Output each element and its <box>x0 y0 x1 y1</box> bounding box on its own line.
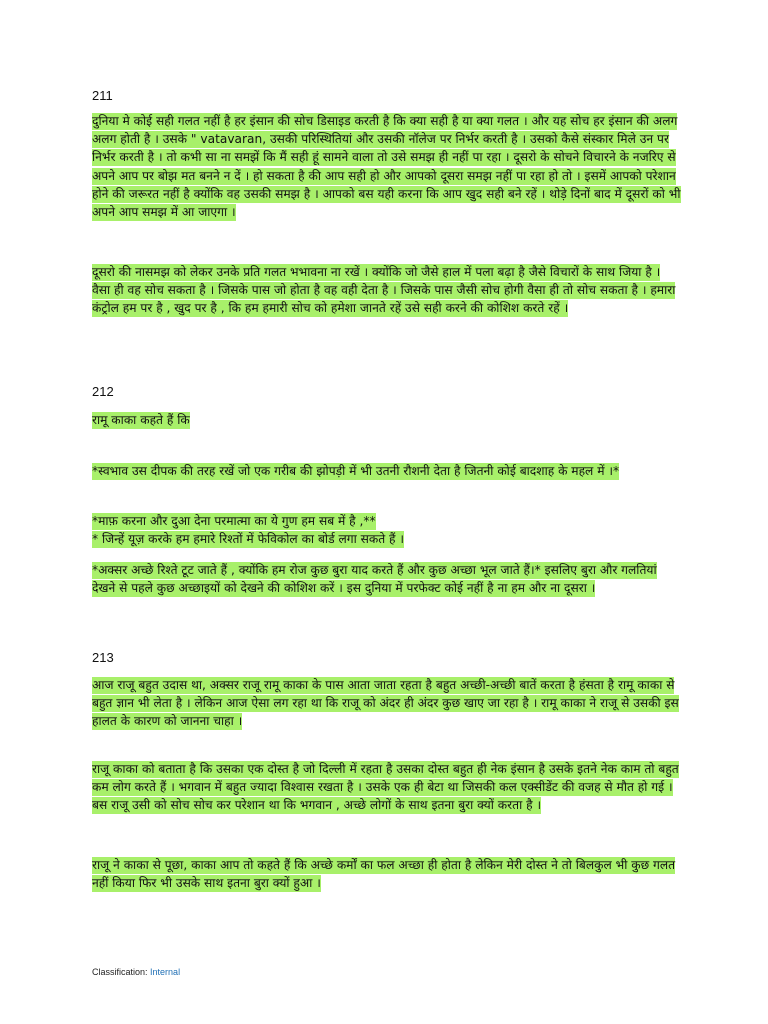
section-number: 213 <box>92 650 114 665</box>
classification-value: Internal <box>150 967 181 977</box>
paragraph <box>92 263 682 318</box>
quote <box>92 512 682 548</box>
section-212 <box>92 384 682 400</box>
paragraph <box>92 760 682 815</box>
classification-label: Classification: <box>92 967 148 977</box>
highlighted-text: *स्वभाव उस दीपक की तरह रखें जो एक गरीब की झोपड़ी में भी उतनी रौशनी देता है जितनी कोई बादशाह के महल में ।* <box>92 464 620 478</box>
highlighted-text: दूसरो की नासमझ को लेकर उनके प्रति गलत भभावना ना रखें । क्योंकि जो जैसे हाल में पला बढ़ा है जैसे विचारों के साथ जिया है । वैसा ही वह सोच सकता है । जिसके पास जो होता है वह वही देता है । जिसके पास जैसी सोच होगी वैसा ही तो सोच सकता है । हमारा कंट्रोल हम पर है , खुद पर है , कि हम हमारी सोच को हमेशा जानते रहें उसे सही करने की कोशिश करते रहें । <box>92 265 676 316</box>
paragraph <box>92 411 682 429</box>
paragraph <box>92 676 682 731</box>
section-213 <box>92 650 682 666</box>
highlighted-text: राजू ने काका से पूछा, काका आप तो कहते हैं कि अच्छे कर्मों का फल अच्छा ही होता है लेकिन मेरी दोस्त ने तो बिलकुल भी कुछ गलत नहीं किया फिर भी उसके साथ इतना बुरा क्यों हुआ । <box>92 858 676 891</box>
highlighted-text: *माफ़ करना और दुआ देना परमात्मा का ये गुण हम सब में है ,** <box>92 514 376 528</box>
section-211 <box>92 88 682 104</box>
quote <box>92 462 682 480</box>
section-number: 212 <box>92 384 114 399</box>
highlighted-text: * जिन्हें यूज़ करके हम हमारे रिश्तों में फेविकोल का बोर्ड लगा सकते हैं । <box>92 532 405 547</box>
paragraph <box>92 112 682 221</box>
highlighted-text: *अक्सर अच्छे रिश्ते टूट जाते हैं , क्योंकि हम रोज कुछ बुरा याद करते हैं और कुछ अच्छा भूल जाते हैं।* इसलिए बुरा और गलतियां देखने से पहले कुछ अच्छाइयों को देखने की कोशिश करें । इस दुनिया में परफेक्ट कोई नहीं है ना हम और ना दूसरा । <box>92 563 657 596</box>
highlighted-text: राजू काका को बताता है कि उसका एक दोस्त है जो दिल्ली में रहता है उसका दोस्त बहुत ही नेक इंसान है उसके इतने नेक काम तो बहुत कम लोग करते हैं । भगवान में बहुत ज्यादा विश्वास रखता है । उसके एक ही बेटा था जिसकी कल एक्सीडेंट की वजह से मौत हो गई । बस राजू उसी को सोच सोच कर परेशान था कि भगवान , अच्छे लोगों के साथ इतना बुरा क्यों करता है । <box>92 762 679 813</box>
section-number: 211 <box>92 88 113 103</box>
highlighted-text: दुनिया मे कोई सही गलत नहीं है हर इंसान की सोच डिसाइड करती है कि क्या सही है या क्या गलत । और यह सोच हर इंसान की अलग अलग होती है । उसके " vatavaran, उसकी परिस्थितियां और उसकी नॉलेज पर निर्भर करती है । उसको कैसे संस्कार मिले उन पर निर्भर करती है । तो कभी सा ना समझें कि मैं सही हूं सामने वाला तो उसे समझ ही नहीं पा रहा । दूसरो के सोचने विचारने के नजरिए से अपने आप पर बोझ मत बनने न दें । हो सकता है की आप सही हो और आपको दूसरा समझ नहीं पा रहा हो तो । इसमें आपको परेशान होने की जरूरत नहीं है क्योंकि वह उसकी समझ है । आपको बस यही करना कि आप खुद सही बने रहें । थोड़े दिनों बाद में दूसरों को भी अपने आप समझ में आ जाएगा । <box>92 114 681 220</box>
classification-footer <box>92 967 180 977</box>
quote <box>92 561 682 597</box>
highlighted-text: आज राजू बहुत उदास था, अक्सर राजू रामू काका के पास आता जाता रहता है बहुत अच्छी-अच्छी बातें करता है हंसता है रामू काका से बहुत ज्ञान भी लेता है । लेकिन आज ऐसा लग रहा था कि राजू को अंदर ही अंदर कुछ खाए जा रहा है । रामू काका ने राजू से उसकी इस हालत के कारण को जानना चाहा । <box>92 678 679 729</box>
paragraph <box>92 856 682 892</box>
highlighted-text: रामू काका कहते हैं कि <box>92 413 190 427</box>
